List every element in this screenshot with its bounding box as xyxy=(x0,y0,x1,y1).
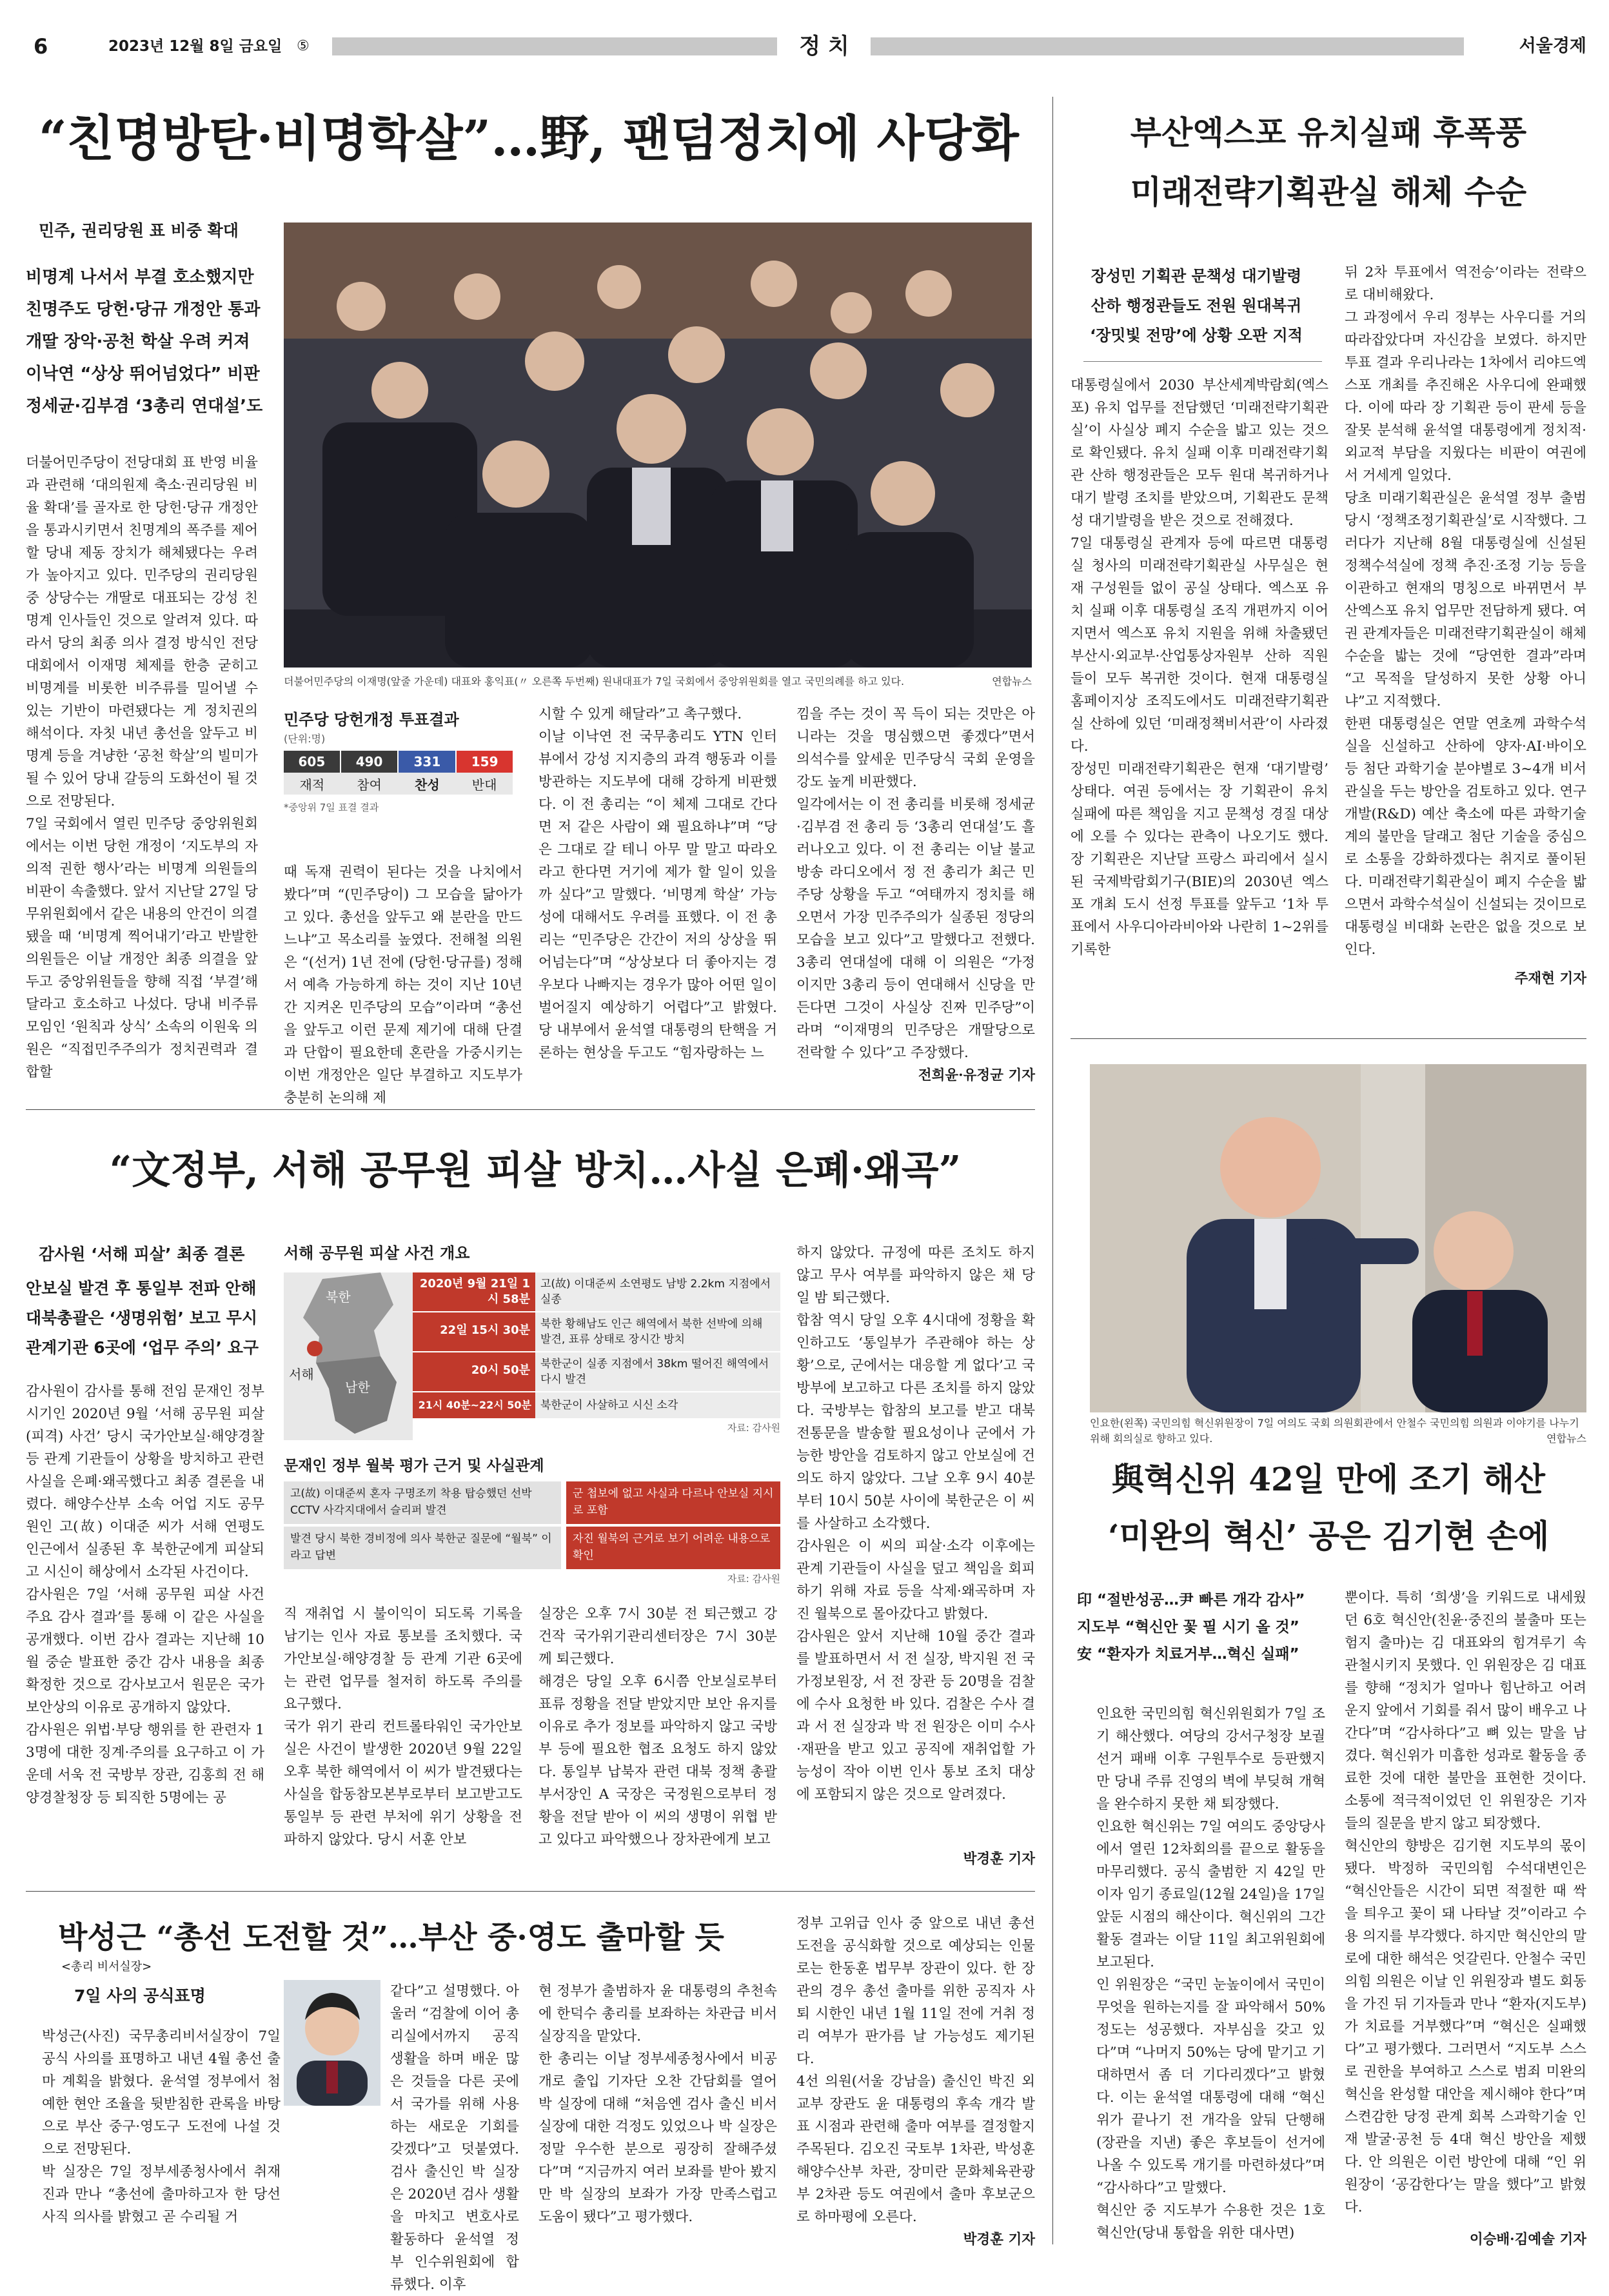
evaluation-claim: 발견 당시 북한 경비정에 의사 북한군 질문에 “월북” 이라고 답변 xyxy=(284,1527,561,1569)
header-bar-left xyxy=(332,37,777,55)
subhead: 이낙연 “상상 뛰어넘었다” 비판 xyxy=(26,364,260,384)
timeline-time: 2020년 9월 21일 1시 58분 xyxy=(413,1272,535,1311)
subhead: 安 “환자가 치료거부…혁신 실패” xyxy=(1077,1646,1299,1663)
article5-byline: 박경훈 기자 xyxy=(963,2232,1035,2248)
subhead: 개딸 장악·공천 학살 우려 커져 xyxy=(26,332,250,351)
evaluation-finding: 자진 월북의 근거로 보기 어려운 내용으로 확인 xyxy=(566,1527,780,1569)
page-header xyxy=(26,32,1586,61)
article5-kicker: 7일 사의 공식표명 xyxy=(74,1986,206,2005)
subhead: 지도부 “혁신안 꽃 필 시기 올 것” xyxy=(1077,1619,1299,1636)
subhead: 친명주도 당헌·당규 개정안 통과 xyxy=(26,300,261,319)
evaluation-claim: 고(故) 이대준씨 혼자 구명조끼 착용 탑승했던 선박 CCTV 사각지대에서 슬리퍼 발견 xyxy=(284,1481,561,1524)
section-label: 정 치 xyxy=(799,34,849,59)
evaluation-finding: 군 첩보에 없고 사실과 다르나 안보실 지시로 포함 xyxy=(566,1481,780,1524)
evaluation-source: 자료: 감사원 xyxy=(727,1573,780,1585)
divider xyxy=(26,1891,1035,1892)
article3-body-col4: 하지 않았다. 규정에 따른 조치도 하지 않고 무사 여부를 파악하지 않은 채 당일 밤 퇴근했다. 합참 역시 당일 오후 4시대에 정황을 확인하고도 ‘통일부가 주관해야 하는 상황’으로, 군에서는 대응할 게 없다’고 국방부에 보고하고 다른 조치를 하지 않았다. 국방부는 합참의 보고를 받고 대북 전통문을 발송할 필요성이나 군에서 가능한 방안을 검토하지 않고 안보실에 건의도 하지 않았다. 그날 오후 9시 40분부터 10시 50분 사이에 북한군은 이 씨를 사살하고 소각했다. 감사원은 이 씨의 피살·소각 이후에는 관계 기관들이 사실을 덮고 책임을 회피하기 위해 자료 등을 삭제·왜곡하며 자진 월북으로 몰아갔다고 밝혔다. 감사원은 앞서 지난해 10월 중간 결과를 발표하면서 서 전 실장, 박지원 전 국가정보원장, 서 전 장관 등 20명을 검찰에 수사 요청한 바 있다. 검찰은 수사 결과 서 전 실장과 박 전 원장은 이미 수사·재판을 받고 있고 공직에 재취업할 가능성이 작아 이번 인사 통보 조치 대상에 포함되지 않은 것으로 알려졌다. xyxy=(796,1245,1035,1803)
subhead: 印 “절반성공…尹 빠른 개각 감사” xyxy=(1077,1592,1305,1608)
article4-body-col1: 인요한 국민의힘 혁신위원회가 7일 조기 해산했다. 여당의 강서구청장 보궐선거 패배 이후 구원투수로 등판했지만 당내 주류 진영의 벽에 부딪혀 개혁을 완수하지 못한 채 퇴장했다. 인요한 혁신위는 7일 여의도 중앙당사에서 열린 12차회의를 끝으로 활동을 마무리했다. 공식 출범한 지 42일 만이자 임기 종료일(12월 24일)을 17일 앞둔 시점의 해산이다. 혁신위의 그간 활동 결과는 이달 11일 최고위원회에 보고된다. 인 위원장은 “국민 눈높이에서 국민이 무엇을 원하는지를 잘 파악해서 50% 정도는 성공했다. 자부심을 갖고 있다”며 “나머지 50%는 당에 맡기고 기대하면서 좀 더 기다리겠다”고 밝혔다. 이는 윤석열 대통령에 대해 “혁신위가 끝나기 전 개각을 앞둬 단행해 (장관을 지낸) 좋은 후보들이 선거에 나올 수 있도록 개기를 마련하셨다”며 “감사하다”고 말했다. 혁신안 중 지도부가 수용한 것은 1호 혁신안(당내 통합을 위한 대사면) xyxy=(1096,1706,1325,2241)
timeline-event: 북한 황해남도 인근 해역에서 북한 선박에 의해 발견, 표류 상태로 장시간 방치 xyxy=(535,1312,780,1351)
article1-headline: “친명방탄·비명학살”…野, 팬덤정치에 사당화 xyxy=(39,110,1019,167)
timeline-row xyxy=(413,1272,780,1312)
article3-body-col2: 직 재취업 시 불이익이 되도록 기록을 남기는 인사 자료 통보를 조치했다. 국가안보실·해양경찰 등 관계 기관 6곳에는 관련 업무를 철저히 하도록 주의를 요구했다. 국가 위기 관리 컨트롤타워인 국가안보실은 사건이 발생한 2020년 9월 22일 오후 북한 해역에서 이 씨가 발견됐다는 사실을 합동참모본부로부터 보고받고도 통일부 등 관련 부처에 위기 상황을 전파하지 않았다. 당시 서훈 안보 xyxy=(284,1606,522,1848)
article4-subheads xyxy=(1077,1587,1335,1668)
vote-table-unit: (단위:명) xyxy=(284,733,326,745)
subhead: 안보실 발견 후 통일부 전파 안해 xyxy=(26,1279,257,1298)
article4-photo xyxy=(1090,1064,1586,1412)
subhead: 정세균·김부겸 ‘3총리 연대설’도 xyxy=(26,397,263,416)
vote-table xyxy=(284,751,513,795)
timeline-row xyxy=(413,1312,780,1352)
vote-table-title: 민주당 당헌개정 투표결과 xyxy=(284,711,459,729)
vote-result-box xyxy=(284,708,516,837)
header-bar-right xyxy=(871,37,1464,55)
article1-photo-caption xyxy=(284,674,1032,689)
article1-byline: 전희윤·유정균 기자 xyxy=(918,1067,1035,1084)
article1-kicker: 민주, 권리당원 표 비중 확대 xyxy=(39,221,239,240)
timeline-rows xyxy=(413,1272,780,1438)
evaluation-row xyxy=(284,1527,780,1569)
article4-byline: 이승배·김예솔 기자 xyxy=(1469,2232,1586,2248)
subhead: 대북총괄은 ‘생명위험’ 보고 무시 xyxy=(26,1309,258,1327)
article2-headline: 부산엑스포 유치실패 후폭풍 미래전략기획관실 해체 수순 xyxy=(1130,114,1527,211)
article3-kicker: 감사원 ‘서해 피살’ 최종 결론 xyxy=(39,1245,245,1263)
timeline-event: 고(故) 이대준씨 소연평도 남방 2.2km 지점에서 실종 xyxy=(535,1272,780,1311)
article5-headline: 박성근 “총선 도전할 것”…부산 중·영도 출마할 듯 xyxy=(58,1920,724,1955)
subhead: 장성민 기획관 문책성 대기발령 xyxy=(1091,267,1302,285)
timeline-time: 21시 40분~22시 50분 xyxy=(413,1392,535,1418)
article3-byline: 박경훈 기자 xyxy=(963,1851,1035,1867)
article4-body-col2: 뿐이다. 특히 ‘희생’을 키워드로 내세웠던 6호 혁신안(친윤·중진의 불출마 또는 험지 출마)는 김 대표와의 힘겨루기 속 관철시키지 못했다. 인 위원장은 김 대표를 향해 “정치가 얼마나 힘난하고 어려운지 앞에서 기회를 줘서 많이 배우고 나간다”며 “감사하다”고 뼈 있는 말을 남겼다. 혁신위가 미흡한 성과로 활동을 종료한 것에 대한 불만을 표현한 것이다. 소통에 적극적이었던 인 위원장은 기자들의 질문을 받지 않고 퇴장했다. 혁신안의 향방은 김기현 지도부의 몫이 됐다. 박정하 국민의힘 수석대변인은 “혁신안들은 시간이 되면 적절한 때 싹을 틔우고 꽃이 돼 나타날 것”이라고 수용 의지를 부각했다. 하지만 혁신안의 말로에 대한 해석은 엇갈린다. 안철수 국민의힘 의원은 이날 인 위원장과 별도 회동을 가진 뒤 기자들과 만나 “환자(지도부)가 치료를 거부했다”며 “혁신은 실패했다”고 평가했다. 그러면서 “지도부 스스로 권한을 부여하고 스스로 범죄 미완의 혁신을 완성할 대안을 제시해야 한다”며 스켠감한 당정 관계 회복 스과학기술 인재 발굴·공천 등 4대 혁신 방안을 제했다. 안 의원은 이런 방안에 대해 “인 위원장이 ‘공감한다’는 말을 했다”고 밝혔다. xyxy=(1345,1590,1586,2215)
evaluation-row xyxy=(284,1481,780,1524)
map-label-sea: 서해 xyxy=(289,1367,314,1382)
article4-photo-caption xyxy=(1090,1416,1586,1448)
timeline-title: 서해 공무원 피살 사건 개요 xyxy=(284,1244,470,1262)
article5-title-tag: <총리 비서실장> xyxy=(61,1960,152,1974)
article1-body-col4: 낌을 주는 것이 꼭 득이 되는 것만은 아니라는 것을 명심했으면 좋겠다”면서 의석수를 앞세운 민주당식 국회 운영을 강도 높게 비판했다. 일각에서는 이 전 총리를 비롯해 정세균·김부겸 전 총리 등 ‘3총리 연대설’도 흘러나오고 있다. 이 전 총리는 이날 불교방송 라디오에서 정 전 총리가 최근 민주당 상황을 두고 “여태까지 정치를 해오면서 가장 민주주의가 실종된 정당의 모습을 보고 있다”고 말했다고 전했다. 3총리 연대설에 대해 이 의원은 “가정이지만 3총리 등이 연대해서 신당을 만든다면 그것이 사실상 진짜 민주당”이라며 “이재명의 민주당은 개딸당으로 전락할 수 있다”고 주장했다. xyxy=(796,706,1035,1061)
article1-body-col1: 더불어민주당이 전당대회 표 반영 비율과 관련해 ‘대의원제 축소·권리당원 비율 확대’를 골자로 한 당헌·당규 개정안을 통과시키면서 친명계의 폭주를 제어할 당내 제동 장치가 해체됐다는 우려가 높아지고 있다. 민주당의 권리당원 중 상당수는 개딸로 대표되는 강성 친명계 인사들인 것으로 알려져 있다. 따라서 당의 최종 의사 결정 방식인 전당대회에서 이재명 체제를 한층 굳히고 비명계를 비롯한 비주류를 밀어낼 수 있는 기반이 마련됐다는 게 정치권의 해석이다. 자칫 내년 총선을 앞두고 비명계 등을 겨냥한 ‘공천 학살’의 빌미가 될 수 있어 당내 갈등의 도화선이 될 것으로 전망된다. 7일 국회에서 열린 민주당 중앙위원회에서는 이번 당헌 개정이 ‘지도부의 자의적 권한 행사’라는 비명계 의원들의 비판이 속출했다. 앞서 지난달 27일 당무위원회에서 같은 내용의 안건이 의결됐을 때 ‘비명계 찍어내기’라고 반발한 의원들은 이날 개정안 최종 의결을 앞두고 중앙위원들을 향해 직접 ‘부결’해달라고 호소하고 나섰다. 당내 비주류 모임인 ‘원칙과 상식’ 소속의 이원욱 의원은 “직접민주주의가 정치권력과 결합할 xyxy=(26,455,258,1080)
map-label-south: 남한 xyxy=(345,1380,370,1395)
timeline-event: 북한군이 실종 지점에서 38km 떨어진 해역에서 다시 발견 xyxy=(535,1352,780,1391)
vote-value-yes: 331 xyxy=(398,751,456,773)
subhead: 관계기관 6곳에 ‘업무 주의’ 요구 xyxy=(26,1338,259,1357)
article1-photo xyxy=(284,223,1032,668)
issue-date: 2023년 12월 8일 금요일 xyxy=(108,38,282,55)
map-label-north: 북한 xyxy=(326,1289,351,1305)
caption-text: 인요한(왼쪽) 국민의힘 혁신위원장이 7일 여의도 국회 의원회관에서 안철수 국민의힘 의원과 이야기를 나누기 위해 회의실로 향하고 있다. xyxy=(1090,1417,1579,1445)
vote-label: 참여 xyxy=(357,777,382,793)
edition-mark: ⑤ xyxy=(297,38,310,54)
vote-label: 찬성 xyxy=(415,777,440,793)
divider xyxy=(26,1109,1035,1110)
vote-value-total: 605 xyxy=(284,751,341,773)
article2-byline: 주재현 기자 xyxy=(1514,971,1586,987)
vote-label: 반대 xyxy=(471,777,497,793)
vote-values-row xyxy=(284,751,513,773)
article1-body-col3: 시할 수 있게 해달라”고 촉구했다. 이날 이낙연 전 국무총리도 YTN 인터뷰에서 강성 지지층의 과격 행동과 이를 방관하는 지도부에 대해 강하게 비판했다. 이 전 총리는 “이 체제 그대로 간다면 저 같은 사람이 왜 필요하냐”며 “당은 그대로 갈 테니 아무 말 말고 따라오라고 한다면 거기에 제가 할 일이 있을까 싶다”고 말했다. ‘비명계 학살’ 가능성에 대해서도 우려를 표했다. 이 전 총리는 “민주당은 간간이 저의 상상을 뛰어넘는다”며 “상상보다 더 좋아지는 경우보다 나빠지는 경우가 많아 어떤 일이 벌어질지 예상하기 어렵다”고 밝혔다. 당 내부에서 윤석열 대통령의 탄핵을 거론하는 현상을 두고도 “힘자랑하는 느 xyxy=(538,706,777,1061)
timeline-time: 22일 15시 30분 xyxy=(413,1312,535,1351)
article5-body-col3: 현 정부가 출범하자 윤 대통령의 추천속에 한덕수 총리를 보좌하는 차관급 비서실장직을 맡았다. 한 총리는 이날 정부세종청사에서 비공개로 출입 기자단 오찬 간담회를 열어 박 실장에 대해 “처음엔 검사 출신 비서실장에 대한 걱정도 있었으나 박 실장은 정말 우수한 분으로 굉장히 잘해주셨다”며 “지금까지 여러 보좌를 받아 봤지만 박 실장의 보좌가 가장 만족스럽고 도움이 됐다”고 평가했다. xyxy=(538,1983,777,2225)
vote-value-participated: 490 xyxy=(341,751,399,773)
caption-text: 더불어민주당의 이재명(앞줄 가운데) 대표와 홍익표(〃 오른쪽 두번째) 원내대표가 7일 국회에서 중앙위원회를 열고 국민의례를 하고 있다. xyxy=(284,675,905,688)
timeline-event: 북한군이 사살하고 시신 소각 xyxy=(535,1392,780,1418)
article5-body-col1: 박성근(사진) 국무총리비서실장이 7일 공식 사의를 표명하고 내년 4월 총선 출마 계획을 밝혔다. 윤석열 정부에서 첨예한 현안 조율을 뒷받침한 관록을 바탕으로 부산 중구·영도구 도전에 나설 것으로 전망된다. 박 실장은 7일 정부세종청사에서 취재진과 만나 “총선에 출마하고자 한 당선 사직 의사를 밝혔고 곧 수리될 거 xyxy=(42,2028,281,2225)
vote-labels-row xyxy=(284,773,513,795)
article5-body-col4: 정부 고위급 인사 중 앞으로 내년 총선 도전을 공식화할 것으로 예상되는 인물로는 한동훈 법무부 장관이 있다. 한 장관의 경우 총선 출마를 위한 공직자 사퇴 시한인 내년 1월 11일 전에 거취 정리 여부가 판가름 날 가능성도 제기된다. 4선 의원(서울 강남을) 출신인 박진 외교부 장관도 윤 대통령의 후속 개각 발표 시점과 관련해 출마 여부를 결정할지 주목된다. 김오진 국토부 1차관, 박성훈 해양수산부 차관, 장미란 문화체육관광부 2차관 등도 여권에서 출마 후보군으로 하마평에 오른다. xyxy=(796,1915,1035,2225)
photo-credit: 연합뉴스 xyxy=(992,675,1032,688)
article3-headline: “文정부, 서해 공무원 피살 방치…사실 은폐·왜곡” xyxy=(109,1148,962,1193)
subhead-rule xyxy=(1083,361,1322,362)
article5-portrait xyxy=(284,1980,380,2106)
divider xyxy=(1071,1038,1586,1039)
article3-body-col3: 실장은 오후 7시 30분 전 퇴근했고 강건작 국가위기관리센터장은 7시 30분께 퇴근했다. 해경은 당일 오후 6시쯤 안보실로부터 표류 정황을 전달 받았지만 보안 유지를 이유로 추가 정보를 파악하지 않고 국방부 등에 필요한 협조 요청도 하지 않았다. 통일부 납북자 관련 대북 정책 총괄 부서장인 A 국장은 국정원으로부터 정황을 전달 받아 이 씨의 생명이 위협 받고 있다고 파악했으나 장차관에게 보고 xyxy=(538,1606,777,1848)
subhead: ‘장밋빛 전망’에 상황 오판 지적 xyxy=(1090,326,1303,344)
vote-label: 재적 xyxy=(299,777,325,793)
subhead: 비명계 나서서 부결 호소했지만 xyxy=(26,268,254,287)
article2-body-col2: 뒤 2차 투표에서 역전승’이라는 전략으로 대비해왔다. 그 과정에서 우리 정부는 사우디를 거의 따라잡았다며 자신감을 보였다. 하지만 투표 결과 우리나라는 1차에서 리야드엑스포 개최를 추진해온 사우디에 완패했다. 이에 따라 장 기획관 등이 판세 등을 잘못 분석해 윤석열 대통령에게 정치적·외교적 부담을 지웠다는 비판이 여권에서 거세게 일었다. 당초 미래기획관실은 윤석열 정부 출범 당시 ‘정책조정기획관실’로 시작했다. 그러다가 지난해 8월 대통령실에 신설된 정책수석실에 정책 추진·조정 기능 등을 이관하고 현재의 명칭으로 바뀌면서 부산엑스포 유치 업무만 전담하게 됐다. 여권 관계자들은 미래전략기획관실이 해체 수순을 밟는 것에 “당연한 결과”라며 “고 목적을 달성하지 못한 상황 아니냐”고 지적했다. 한편 대통령실은 연말 연초께 과학수석실을 신설하고 산하에 양자·AI·바이오 등 첨단 과학기술 분야별로 3~4개 비서관실을 두는 방안을 검토하고 있다. 연구개발(R&D) 예산 축소에 따른 과학기술계의 불만을 달래고 첨단 기술을 중심으로 소통을 강화하겠다는 취지로 풀이된다. 미래전략기획관실이 폐지 수순을 밟으면서 과학수석실이 신설되는 것이므로 대통령실 비대화 논란은 없을 것으로 보인다. xyxy=(1345,264,1586,958)
article1-body-col2: 때 독재 권력이 된다는 것을 나치에서 봤다”며 “(민주당이) 그 모습을 닮아가고 있다. 총선을 앞두고 왜 분란을 만드느냐”고 목소리를 높였다. 전해철 의원은 “(선거) 1년 전에 (당헌·당규를) 정해서 예측 가능하게 하는 것이 지난 10년간 지켜온 민주당의 모습”이라며 “총선을 앞두고 이런 문제 제기에 대해 단결과 단합이 필요한데 혼란을 가중시키는 이번 개정안은 일단 부결하고 지도부가 충분히 논의해 제 xyxy=(284,864,522,1106)
incident-timeline-graphic xyxy=(284,1242,780,1454)
article1-subheads xyxy=(26,261,284,422)
timeline-source: 자료: 감사원 xyxy=(727,1422,780,1434)
timeline-time: 20시 50분 xyxy=(413,1352,535,1391)
vote-note: *중앙위 7일 표결 결과 xyxy=(284,802,379,813)
korea-map xyxy=(284,1272,413,1440)
vote-value-no: 159 xyxy=(456,751,513,773)
article2-subheads xyxy=(1071,261,1322,350)
photo-credit: 연합뉴스 xyxy=(1546,1432,1586,1445)
timeline-row xyxy=(413,1352,780,1392)
article5-body-col2: 같다”고 설명했다. 아울러 “검찰에 이어 총리실에서까지 공직 생활을 하며 배운 많은 것들을 다른 곳에서 국가를 위해 사용하는 새로운 기회를 갖겠다”고 덧붙였다. 검사 출신인 박 실장은 2020년 검사 생활을 마치고 변호사로 활동하다 윤석열 정부 인수위원회에 합류했다. 이후 xyxy=(390,1983,519,2293)
article3-body-col1: 감사원이 감사를 통해 전임 문재인 정부 시기인 2020년 9월 ‘서해 공무원 피살(피격) 사건’ 당시 국가안보실·해양경찰 등 관계 기관들이 상황을 방치하고 관련 사실을 은폐·왜곡했다고 최종 결론을 내렸다. 해양수산부 소속 어업 지도 공무원인 고(故) 이대준 씨가 서해 연평도 인근에서 실종된 후 북한군에게 피살되고 시신이 해상에서 소각된 사건이다. 감사원은 7일 ‘서해 공무원 피살 사건 주요 감사 결과’를 통해 이 같은 사실을 공개했다. 이번 감사 결과는 지난해 10월 중순 발표한 중간 감사 내용을 최종 확정한 것으로 감사보고서 원문은 국가 보안상의 이유로 공개하지 않았다. 감사원은 위법·부당 행위를 한 관련자 13명에 대한 징계·주의를 요구하고 이 가운데 서욱 전 국방부 장관, 김홍희 전 해양경찰청장 등 퇴직한 5명에는 공 xyxy=(26,1383,264,1806)
article4-headline: 與혁신위 42일 만에 조기 해산 ‘미완의 혁신’ 공은 김기현 손에 xyxy=(1107,1460,1550,1555)
evaluation-title: 문재인 정부 월북 평가 근거 및 사실관계 xyxy=(284,1458,544,1474)
newspaper-name: 서울경제 xyxy=(1519,36,1586,56)
timeline-row xyxy=(413,1392,780,1418)
page-number: 6 xyxy=(34,34,48,59)
column-divider xyxy=(1052,97,1053,2244)
article3-subheads xyxy=(26,1274,290,1363)
subhead: 산하 행정관들도 전원 원대복귀 xyxy=(1091,297,1302,315)
evaluation-graphic xyxy=(284,1454,780,1596)
article2-body-col1: 대통령실에서 2030 부산세계박람회(엑스포) 유치 업무를 전담했던 ‘미래전략기획관실’이 사실상 폐지 수순을 밟고 있는 것으로 확인됐다. 유치 실패 이후 미래전략기획관 산하 행정관들은 모두 원대 복귀하거나 대기 발령 조치를 받았으며, 기획관도 문책성 대기발령을 받은 것으로 전해졌다. 7일 대통령실 관계자 등에 따르면 대통령실 청사의 미래전략기획관실 사무실은 현재 구성원들 없이 공실 상태다. 엑스포 유치 실패 이후 대통령실 조직 개편까지 이어지면서 엑스포 유치 지원을 위해 차출됐던 부산시·외교부·산업통상자원부 산하 직원들이 모두 복귀한 것이다. 현재 대통령실 홈페이지상 조직도에서도 미래전략기획관실 산하에 있던 ‘미래정책비서관’이 사라졌다. 장성민 미래전략기획관은 현재 ‘대기발령’ 상태다. 여권 등에서는 장 기획관이 유치 실패에 따른 책임을 지고 문책성 경질 대상에 오를 수 있다는 관측이 나오기도 했다. 장 기획관은 지난달 프랑스 파리에서 실시된 국제박람회기구(BIE)의 2030년 엑스포 개최 도시 선정 투표를 앞두고 ‘1차 투표에서 사우디아라비아와 나란히 1~2위를 기록한 xyxy=(1071,377,1328,958)
